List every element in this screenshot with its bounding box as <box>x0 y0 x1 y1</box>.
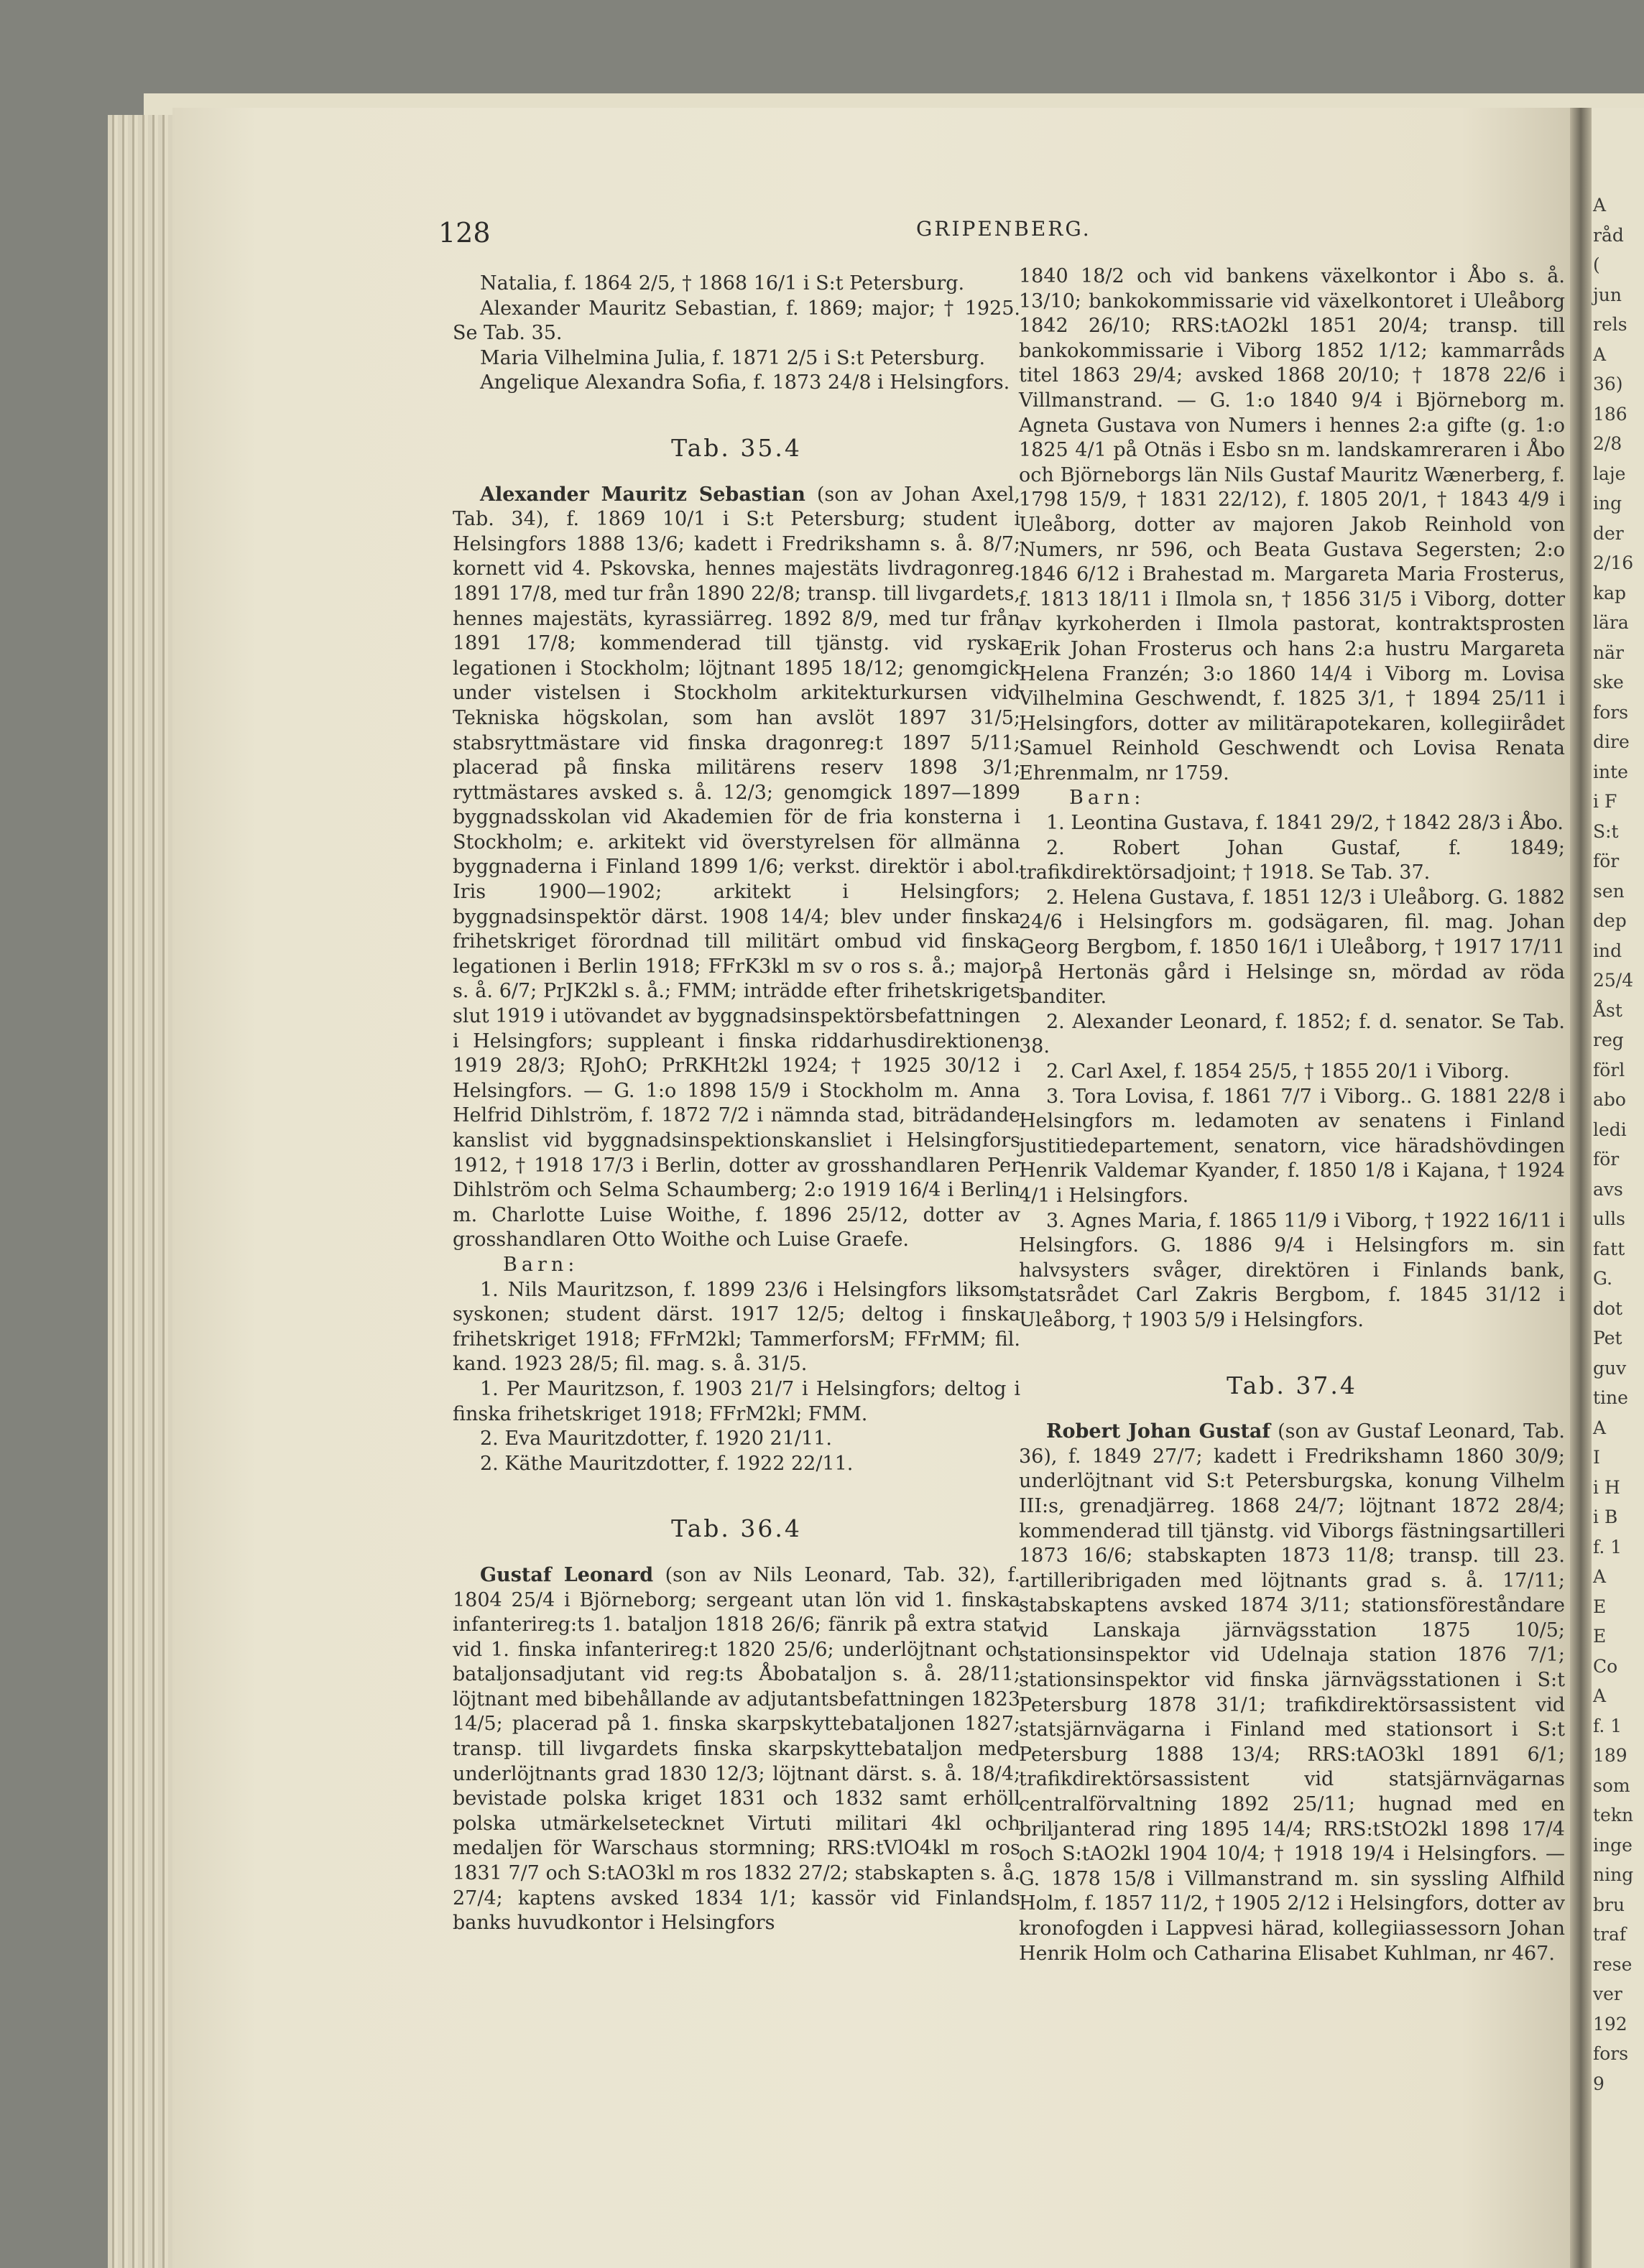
next-page-fragment: dot <box>1593 1298 1623 1319</box>
next-page-fragment: Pet <box>1593 1328 1622 1348</box>
next-page-fragment: traf <box>1593 1924 1627 1945</box>
next-page-fragment: 25/4 <box>1593 970 1634 991</box>
entry-angelique: Angelique Alexandra Sofia, f. 1873 24/8 i Helsingfors. <box>480 371 1010 394</box>
next-page-fragment: Åst <box>1593 1000 1622 1021</box>
entry-natalia: Natalia, f. 1864 2/5, † 1868 16/1 i S:t Petersburg. <box>480 272 965 295</box>
tab37-heading: Tab. 37.4 <box>1227 1371 1357 1399</box>
tab37-paragraph <box>1019 1420 1565 1966</box>
next-page-fragment: dire <box>1593 731 1630 752</box>
next-page-fragment: ning <box>1593 1864 1634 1885</box>
next-page-fragment: A <box>1593 1685 1607 1706</box>
next-page-fragment: A <box>1593 1566 1607 1587</box>
page-number: 128 <box>438 217 491 249</box>
next-page-fragment: S:t <box>1593 821 1619 842</box>
next-page-fragment: ulls <box>1593 1208 1625 1229</box>
next-page-fragment: 189 <box>1593 1745 1627 1766</box>
tab36-child-6: 3. Tora Lovisa, f. 1861 7/7 i Viborg.. G. 1881 22/8 i Helsingfors m. ledamoten av senatens i Finland justitiedepartement, senatorn, vice häradshövdingen Henrik Valdemar Kyander, f. 1850 1/8 i Kajana, † 1924 4/1 i Helsingfors. <box>1019 1085 1565 1207</box>
next-page-fragment: guv <box>1593 1358 1627 1379</box>
next-page-fragment: lära <box>1593 612 1629 633</box>
next-page-fragment: Co <box>1593 1656 1618 1677</box>
next-page-fragment: 9 <box>1593 2073 1604 2094</box>
tab36-body: (son av Nils Leonard, Tab. 32), f. 1804 25/4 i Björneborg; sergeant utan lön vid 1. finska infanterireg:ts 1. bataljon 1818 26/6; fänrik på extra stat vid 1. finska infanterireg:t 1820 25/6; underlöjtnant och bataljonsadjutant vid reg:ts Åbobataljon s. å. 28/11; löjtnant med bibehållande av adjutantsbefattningen 1823 14/5; placerad på 1. finska skarpskyttebataljonen 1827; transp. till livgardets finska skarpskyttebataljon med underlöjtnants grad 1830 12/3; löjtnant därst. s. å. 18/4; bevistade polska kriget 1831 och 1832 samt erhöll polska utmärkelsetecknet Virtuti militari 4kl och medaljen för Warschaus stormning; RRS:tVlO4kl m ros 1831 7/7 och S:tAO3kl m ros 1832 27/2; stabskapten s. å. 27/4; kaptens avsked 1834 1/1; kassör vid Finlands banks huvudkontor i Helsingfors <box>453 1563 1020 1935</box>
next-page-fragment: bru <box>1593 1894 1625 1915</box>
tab35-child-4: 2. Käthe Mauritzdotter, f. 1922 22/11. <box>480 1452 854 1475</box>
next-page-fragment: när <box>1593 642 1624 663</box>
next-page-fragment: 2/16 <box>1593 552 1634 573</box>
tab36-child-7: 3. Agnes Maria, f. 1865 11/9 i Viborg, † 1922 16/11 i Helsingfors. G. 1886 9/4 i Helsingfors m. sin halvsysters svåger, direktören i Finlands bank, statsrådet Carl Zakris Bergbom, f. 1845 31/12 i Uleåborg, † 1903 5/9 i Helsingfors. <box>1019 1209 1565 1331</box>
book-gutter <box>1570 108 1592 2268</box>
right-column <box>1019 264 1565 1966</box>
next-page-fragment: inge <box>1593 1835 1633 1856</box>
next-page-fragment: 192 <box>1593 2014 1627 2035</box>
tab37-name: Robert Johan Gustaf <box>1046 1420 1271 1443</box>
running-head: GRIPENBERG. <box>916 217 1091 241</box>
next-page-fragment: ind <box>1593 940 1622 961</box>
tab36-barn-label: Barn: <box>1069 787 1145 810</box>
next-page-fragment: I <box>1593 1447 1600 1468</box>
entry-maria: Maria Vilhelmina Julia, f. 1871 2/5 i S:t Petersburg. <box>480 346 986 369</box>
next-page-fragment: rese <box>1593 1954 1633 1975</box>
next-page-fragment: A <box>1593 195 1607 216</box>
next-page-fragment: E <box>1593 1626 1607 1647</box>
tab36-child-5: 2. Carl Axel, f. 1854 25/5, † 1855 20/1 i Viborg. <box>1046 1060 1510 1083</box>
entry-alexander: Alexander Mauritz Sebastian, f. 1869; major; † 1925. Se Tab. 35. <box>453 297 1020 345</box>
next-page-fragment: i H <box>1593 1477 1620 1498</box>
next-page-fragment: dep <box>1593 910 1627 931</box>
next-page-fragment: inte <box>1593 762 1628 782</box>
next-page-fragment: i B <box>1593 1506 1618 1527</box>
next-page-fragment: ledi <box>1593 1119 1627 1140</box>
tab36-heading: Tab. 36.4 <box>671 1514 802 1543</box>
next-page-fragment: rels <box>1593 314 1627 335</box>
next-page-fragment: fors <box>1593 702 1629 723</box>
next-page-fragment: ( <box>1593 254 1600 275</box>
next-page-fragment: E <box>1593 1596 1607 1617</box>
next-page-fragment: fatt <box>1593 1239 1625 1259</box>
next-page-fragment: i F <box>1593 791 1617 812</box>
tab37-body: (son av Gustaf Leonard, Tab. 36), f. 1849 27/7; kadett i Fredrikshamn 1860 30/9; underlöjtnant vid S:t Petersburgska, konung Vilhelm III:s, grenadjärreg. 1868 24/7; löjtnant 1872 28/4; kommenderad till tjänstg. vid Viborgs fästningsartilleri 1873 16/6; stabskapten 1873 11/8; transp. till 23. artilleribrigaden med löjtnants grad s. å. 17/11; stabskaptens avsked 1874 3/11; stationsföreståndare vid Lanskaja järnvägsstation 1875 10/5; stationsinspektor vid Udelnaja station 1876 7/1; stationsinspektor vid finska järnvägsstationen i S:t Petersburg 1878 31/1; trafikdirektörsassistent vid statsjärnvägarna i Finland med stationsort i S:t Petersburg 1888 13/4; RRS:tAO3kl 1891 6/1; trafikdirektörsassistent vid statsjärnvägarnas centralförvaltning 1892 25/11; hugnad med en briljanterad ring 1895 14/4; RRS:tStO2kl 1898 17/4 och S:tAO2kl 1904 10/4; † 1918 19/4 i Helsingfors. — G. 1878 15/8 i Villmanstrand m. sin syssling Alfhild Holm, f. 1857 11/2, † 1905 2/12 i Helsingfors, dotter av kronofogden i Lappvesi härad, kollegiiassessorn Johan Henrik Holm och Catharina Elisabet Kuhlman, nr 467. <box>1019 1420 1565 1965</box>
next-page-fragment: G. <box>1593 1268 1613 1289</box>
next-page-fragment: jun <box>1593 284 1622 305</box>
tab36-continuation: 1840 18/2 och vid bankens växelkontor i Åbo s. å. 13/10; bankokommissarie vid växelkontoret i Uleåborg 1842 26/10; RRS:tAO2kl 1851 20/4; transp. till bankokommissarie i Viborg 1852 1/12; kammarråds titel 1863 29/4; avsked 1868 20/10; † 1878 22/6 i Villmanstrand. — G. 1:o 1840 9/4 i Björneborg m. Agneta Gustava von Numers i hennes 2:a gifte (g. 1:o 1825 4/1 på Otnäs i Esbo sn m. landskamreraren i Åbo och Björneborgs län Nils Gustaf Mauritz Wænerberg, f. 1798 15/9, † 1831 22/12), f. 1805 20/1, † 1843 4/9 i Uleåborg, dotter av majoren Jakob Reinhold von Numers, nr 596, och Beata Gustava Segersten; 2:o 1846 6/12 i Brahestad m. Margareta Maria Frosterus, f. 1813 18/11 i Ilmola sn, † 1856 31/5 i Viborg, dotter av kyrkoherden i Ilmola pastorat, kontraktsprosten Erik Johan Frosterus och hans 2:a hustru Margareta Helena Franzén; 3:o 1860 14/4 i Viborg m. Lovisa Vilhelmina Geschwendt, f. 1825 3/1, † 1894 25/11 i Helsingfors, dotter av militärapotekaren, kollegiirådet Samuel Reinhold Geschwendt och Lovisa Renata Ehrenmalm, nr 1759. <box>1019 265 1565 784</box>
next-page-fragment: fors <box>1593 2043 1629 2064</box>
next-page-fragment: der <box>1593 523 1624 544</box>
next-page-fragment: 186 <box>1593 404 1627 425</box>
tab36-child-4: 2. Alexander Leonard, f. 1852; f. d. senator. Se Tab. 38. <box>1019 1010 1565 1058</box>
tab35-child-2: 1. Per Mauritzson, f. 1903 21/7 i Helsingfors; deltog i finska frihetskriget 1918; FFrM2kl; FMM. <box>453 1377 1020 1425</box>
next-page-fragment: som <box>1593 1775 1630 1796</box>
page-edges <box>108 115 172 2268</box>
tab35-barn-label: Barn: <box>503 1253 579 1276</box>
next-page-fragment: ver <box>1593 1984 1622 2004</box>
next-page-fragment: A <box>1593 344 1607 365</box>
next-page-fragment: ske <box>1593 672 1624 693</box>
next-page-fragment: f. 1 <box>1593 1537 1622 1557</box>
tab36-name: Gustaf Leonard <box>480 1563 654 1586</box>
tab35-child-1: 1. Nils Mauritzson, f. 1899 23/6 i Helsingfors liksom syskonen; student därst. 1917 12/5; deltog i finska frihetskriget 1918; FFrM2kl; TammerforsM; FFrMM; fil. kand. 1923 28/5; fil. mag. s. å. 31/5. <box>453 1278 1020 1376</box>
left-column <box>453 272 1020 1936</box>
tab36-child-1: 1. Leontina Gustava, f. 1841 29/2, † 1842 28/3 i Åbo. <box>1046 812 1564 835</box>
right-page-fragment <box>1592 108 1644 2268</box>
tab35-child-3: 2. Eva Mauritzdotter, f. 1920 21/11. <box>480 1427 832 1450</box>
next-page-fragment: sen <box>1593 881 1625 902</box>
next-page-fragment: laje <box>1593 463 1626 484</box>
tab36-child-2: 2. Robert Johan Gustaf, f. 1849; trafikdirektörsadjoint; † 1918. Se Tab. 37. <box>1019 836 1565 884</box>
tab36-child-3: 2. Helena Gustava, f. 1851 12/3 i Uleåborg. G. 1882 24/6 i Helsingfors m. godsägaren, fil. mag. Johan Georg Bergbom, f. 1850 16/1 i Uleåborg, † 1917 17/11 på Hertonäs gård i Helsinge sn, mördad av röda banditer. <box>1019 886 1565 1009</box>
next-page-fragment: för <box>1593 1149 1620 1170</box>
tab35-paragraph <box>453 483 1020 1253</box>
next-page-fragment: förl <box>1593 1060 1625 1080</box>
next-page-fragment: 36) <box>1593 374 1623 394</box>
next-page-fragment: ing <box>1593 493 1622 514</box>
next-page-fragment: f. 1 <box>1593 1716 1622 1736</box>
next-page-fragment: A <box>1593 1417 1607 1438</box>
next-page-fragment: reg <box>1593 1029 1624 1050</box>
tab35-body: (son av Johan Axel, Tab. 34), f. 1869 10/1 i S:t Petersburg; student i Helsingfors 1888 13/6; kadett i Fredrikshamn s. å. 8/7; kornett vid 4. Pskovska, hennes majestäts livdragonreg. 1891 17/8, med tur från 1890 22/8; transp. till livgardets, hennes majestäts, kyrassiärreg. 1892 8/9, med tur från 1891 17/8; kommenderad till tjänstg. vid ryska legationen i Stockholm; löjtnant 1895 18/12; genomgick under vistelsen i Stockholm arkitekturkursen vid Tekniska högskolan, som han avslöt 1897 31/5; stabsryttmästare vid finska dragonreg:t 1897 5/11; placerad på finska militärens reserv 1898 3/1; ryttmästares avsked s. å. 12/3; genomgick 1897—1899 byggnadsskolan vid Akademien för de fria konsterna i Stockholm; e. arkitekt vid överstyrelsen för allmänna byggnaderna i Finland 1899 1/6; verkst. direktör i abol. Iris 1900—1902; arkitekt i Helsingfors; byggnadsinspektör därst. 1908 14/4; blev under finska frihetskriget förordnad till militärt ombud vid finska legationen i Berlin 1918; FFrK3kl m sv o ros s. å.; major s. å. 6/7; PrJK2kl s. å.; FMM; inträdde efter frihetskrigets slut 1919 i utövandet av byggnadsinspektörsbefattningen i Helsingfors; suppleant i finska riddarhusdirektionen 1919 28/3; RJohO; PrRKHt2kl 1924; † 1925 30/12 i Helsingfors. — G. 1:o 1898 15/9 i Stockholm m. Anna Helfrid Dihlström, f. 1872 7/2 i nämnda stad, biträdande kanslist vid byggnadsinspektionskansliet i Helsingfors 1912, † 1918 17/3 i Berlin, dotter av grosshandlaren Per Dihlström och Selma Schaumberg; 2:o 1919 16/4 i Berlin m. Charlotte Luise Woithe, f. 1896 25/12, dotter av grosshandlaren Otto Woithe och Luise Graefe. <box>453 483 1021 1251</box>
next-page-fragment: 2/8 <box>1593 433 1622 454</box>
next-page-fragment: råd <box>1593 225 1624 246</box>
next-page-fragment: kap <box>1593 583 1627 603</box>
tab36-paragraph <box>453 1563 1020 1936</box>
tab35-name: Alexander Mauritz Sebastian <box>480 483 805 506</box>
next-page-fragment: tekn <box>1593 1805 1634 1825</box>
next-page-fragment: abo <box>1593 1089 1626 1110</box>
next-page-fragment: avs <box>1593 1179 1623 1200</box>
next-page-fragment: för <box>1593 851 1620 871</box>
next-page-fragment: tine <box>1593 1387 1628 1408</box>
tab35-heading: Tab. 35.4 <box>671 433 802 462</box>
